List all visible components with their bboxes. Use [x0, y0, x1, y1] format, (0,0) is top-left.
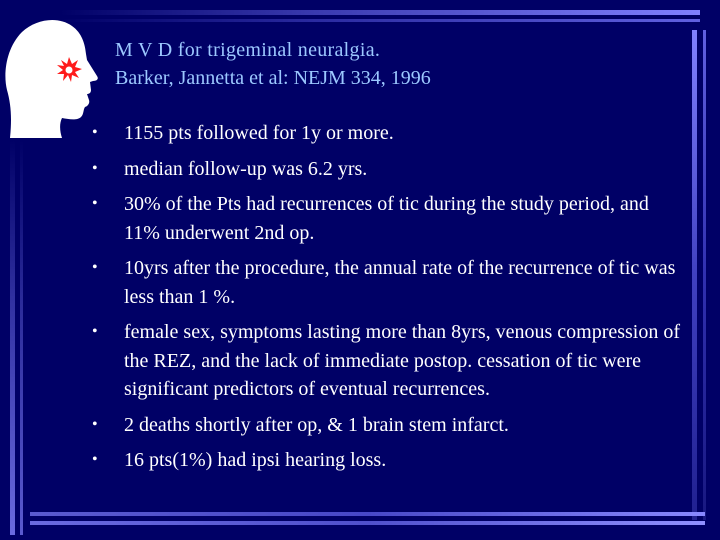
bullet-icon: •	[92, 195, 98, 212]
slide-title	[115, 36, 431, 92]
bullet-text: 2 deaths shortly after op, & 1 brain stem infarct.	[124, 413, 509, 436]
decorative-bar-bottom	[30, 512, 705, 516]
decorative-bar-top	[60, 10, 700, 15]
decorative-bar-top-thin	[60, 19, 700, 22]
bullet-icon: •	[92, 323, 98, 340]
list-item	[92, 119, 682, 148]
title-line-1: M V D for trigeminal neuralgia.	[115, 39, 381, 61]
bullet-text: 1155 pts followed for 1y or more.	[124, 122, 394, 144]
bullet-text: 10yrs after the procedure, the annual rate of the recurrence of tic was less than 1 %.	[124, 257, 676, 308]
decorative-bar-right	[692, 30, 697, 520]
list-item	[92, 254, 682, 311]
bullet-icon: •	[92, 415, 98, 433]
title-line-2: Barker, Jannetta et al: NEJM 334, 1996	[115, 67, 431, 89]
list-item	[92, 190, 682, 247]
decorative-bar-left-thin	[20, 140, 23, 535]
list-item	[92, 155, 682, 184]
bullet-text: 30% of the Pts had recurrences of tic during the study period, and 11% underwent 2nd op.	[124, 193, 649, 244]
list-item	[92, 446, 682, 475]
bullet-icon: •	[92, 124, 98, 141]
bullet-icon: •	[92, 259, 98, 276]
bullet-icon: •	[92, 159, 98, 177]
bullet-text: median follow-up was 6.2 yrs.	[124, 157, 368, 180]
list-item	[92, 411, 682, 440]
head-profile-with-pain-burst-icon	[2, 14, 102, 144]
bullet-text: female sex, symptoms lasting more than 8yrs, venous compression of the REZ, and the lack of immediate postop. cessation of tic were significant predictors of eventual recurrences.	[124, 321, 681, 400]
list-item	[92, 318, 682, 404]
decorative-bar-right-thin	[703, 30, 706, 520]
bullet-list	[92, 119, 682, 482]
bullet-icon: •	[92, 451, 98, 468]
bullet-text: 16 pts(1%) had ipsi hearing loss.	[124, 449, 387, 471]
decorative-bar-left	[10, 140, 15, 535]
decorative-bar-bottom-thin	[30, 521, 705, 525]
